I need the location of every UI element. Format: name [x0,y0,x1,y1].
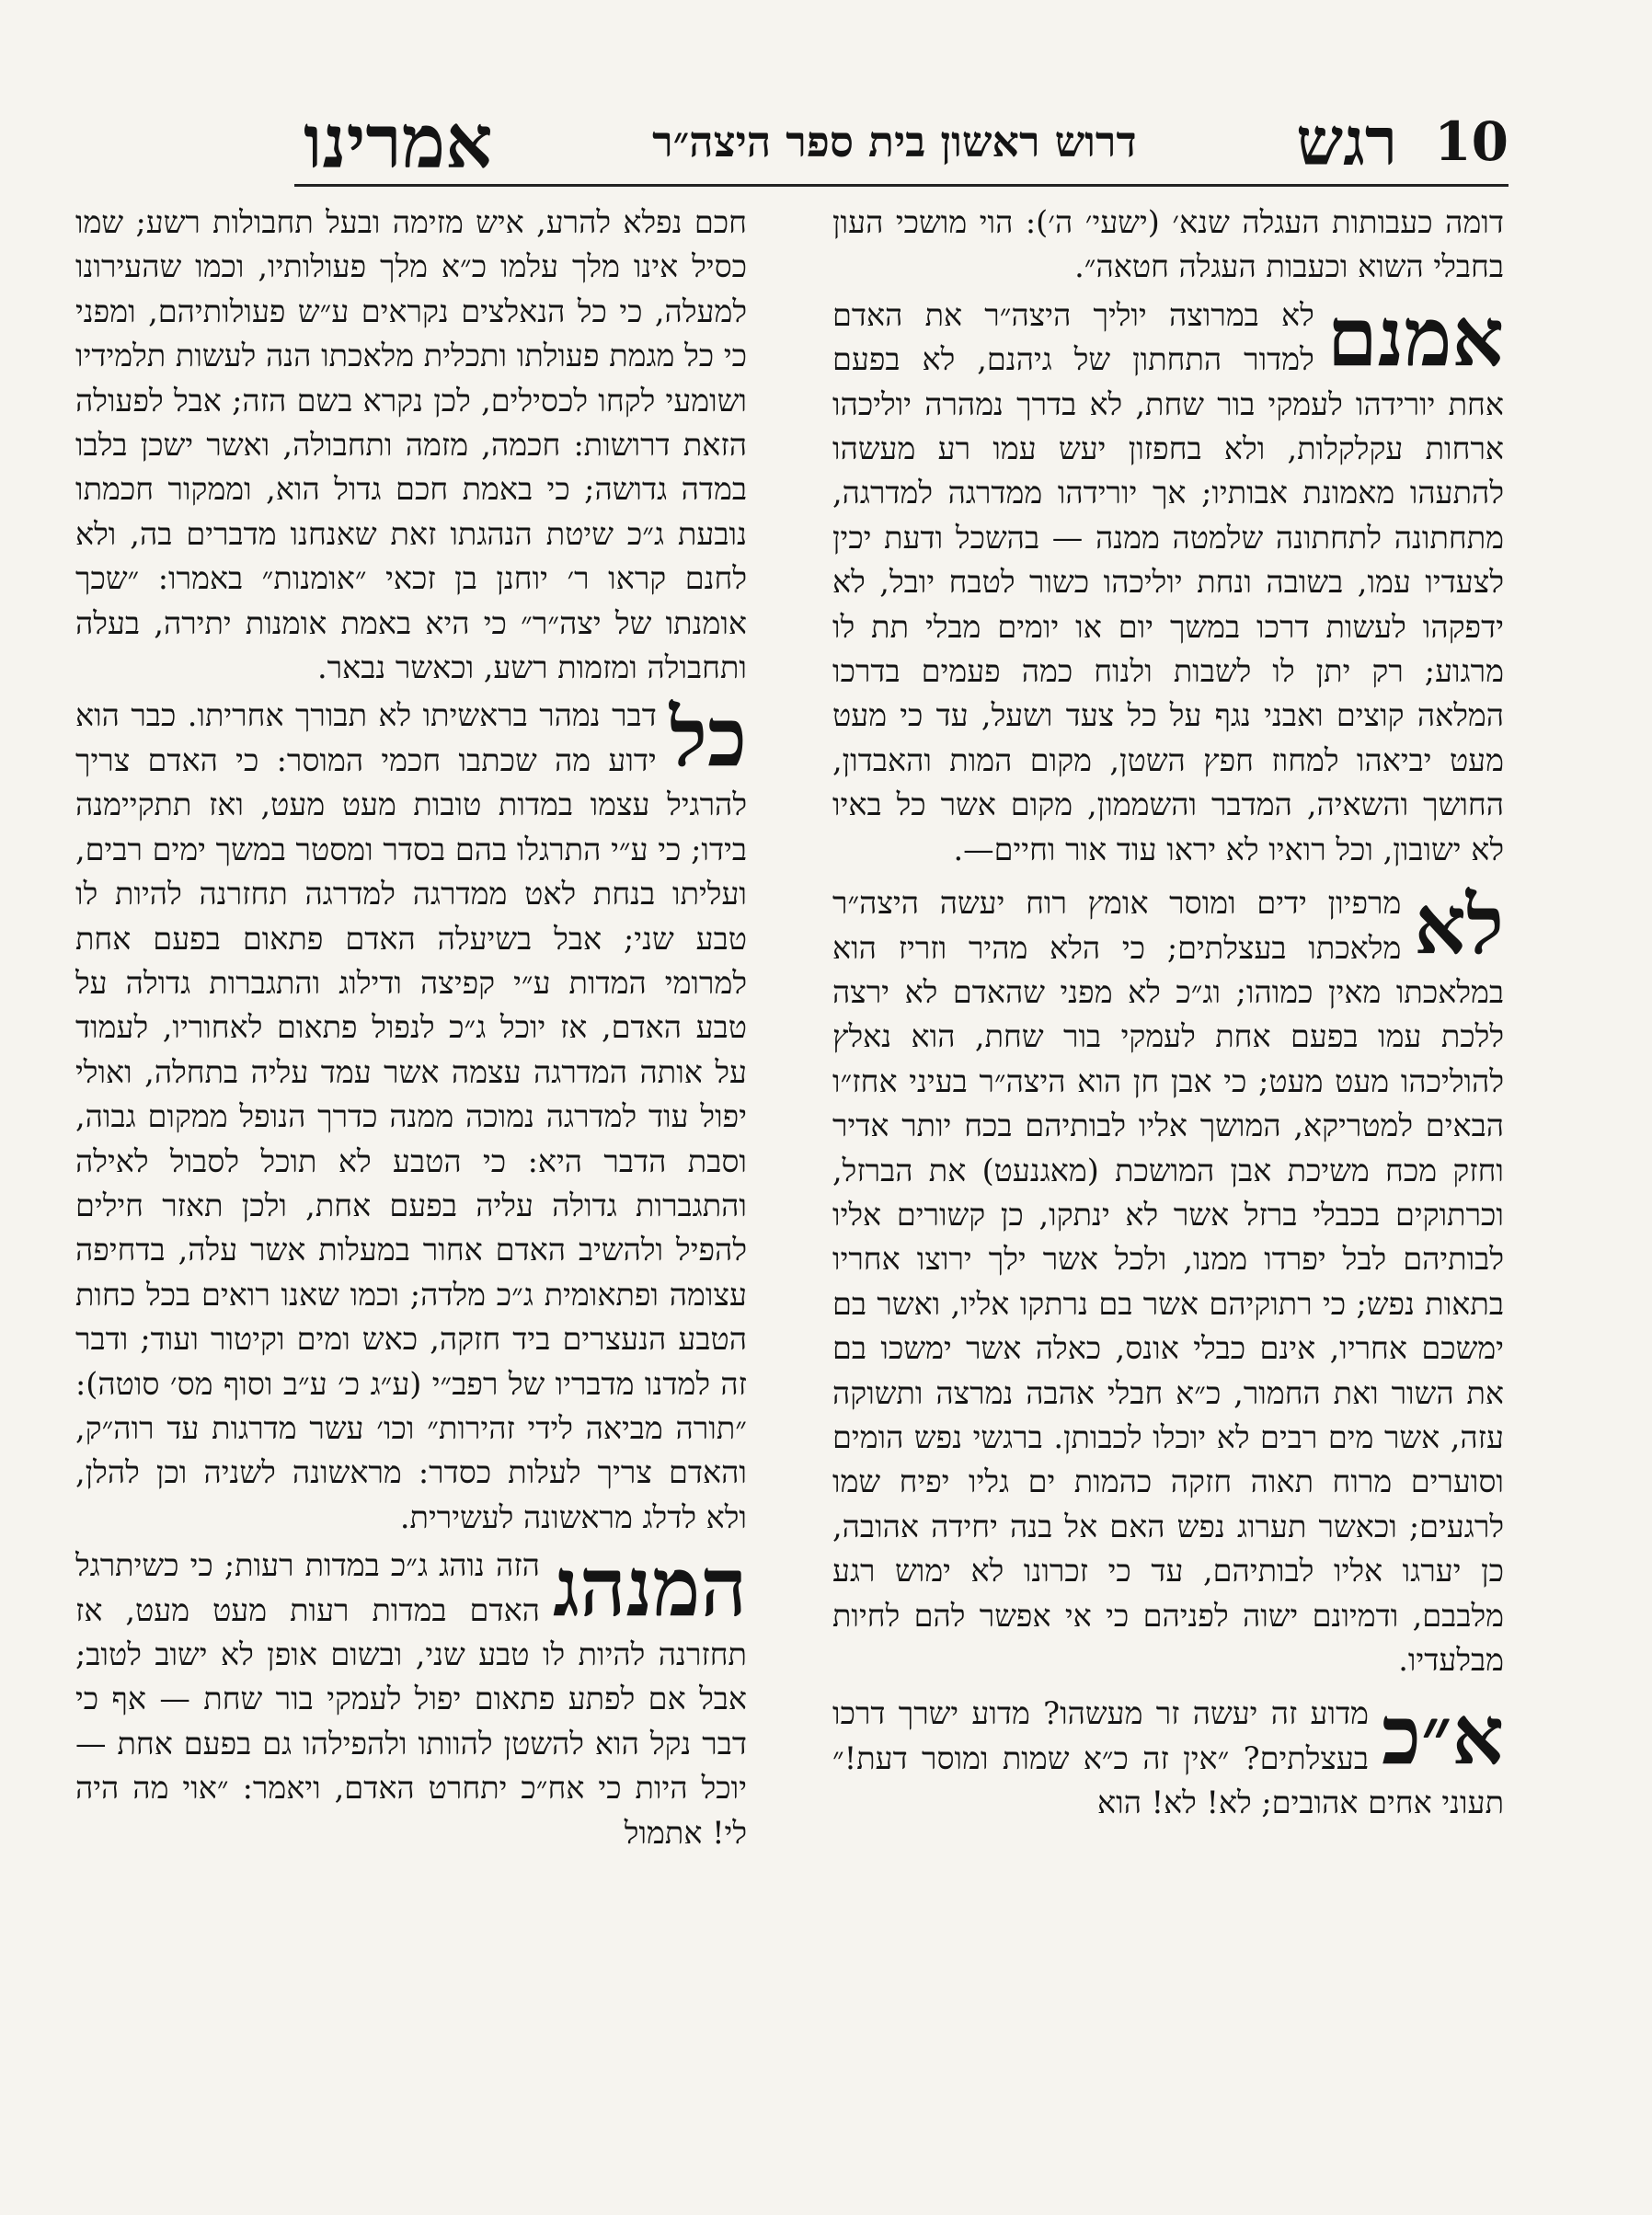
opening-word: כל [669,689,747,786]
paragraph [75,689,747,1540]
paragraph-text: לא במרוצה יוליך היצה״ר את האדם למדור התחתון של גיהנם, לא בפעם אחת יורידהו לעמקי בור שחת, לא בדרך נמהרה יוליכהו ארחות עקלקלות, ולא בחפזון יעש עמו רע מעשהו להתעהו מאמונת אבותיו; אך יורידהו ממדרגה למדרגה, מתחתונה לתחתונה שלמטה ממנה — בהשכל ודעת יכין לצעדיו עמו, בשובה ונחת יוליכהו כשור לטבח יובל, לא ידפקהו לעשות דרכו במשך יום או יומים מבלי תת לו מרגוע; רק יתן לו לשבות ולנוח כמה פעמים בדרכו המלאה קוצים ואבני נגף על כל צעד ושעל, עד כי מעט מעט יביאהו למחוז חפץ השטן, מקום המות והאבדון, החושך והשאיה, המדבר והשממון, מקום אשר כל באיו לא ישובון, וכל רואיו לא יראו עוד אור וחיים—. [832,296,1504,867]
paragraph-text: מרפיון ידים ומוסר אומץ רוח יעשה היצה״ר מלאכתו בעצלתים; כי הלא מהיר וזריז הוא במלאכתו מאין כמוהו; וג״כ לא מפני שהאדם לא ירצה ללכת עמו בפעם אחת לעמקי בור שחת, הוא נאלץ להוליכהו מעט מעט; כי אבן חן הוא היצה״ר בעיני אחז״ו הבאים למטריקא, המושך אליו לבותיהם בכח יותר אדיר וחזק מכח משיכת אבן המושכת (מאגנעט) את הברזל, וכרתוקים בכבלי ברזל אשר לא ינתקו, כן קשורים אליו לבותיהם לבל יפרדו ממנו, ולכל אשר ילך ירוצו אחריו בתאות נפש; כי רתוקיהם אשר בם נרתקו אליו, ואשר בם ימשכם אחריו, אינם כבלי אונס, כאלה אשר ימשכו בם את השור ואת החמור, כ״א חבלי אהבה נמרצה ותשוקה עזה, אשר מים רבים לא יוכלו לכבותן. ברגשי נפש הומים וסוערים מרוח תאוה חזקה כהמות ים גליו יפיח שמו לרגעים; וכאשר תערוג נפש האם אל בנה יחידה אהובה, כן יערגו אליו לבותיהם, עד כי זכרונו לא ימוש רגע מלבבם, ודמיונם ישוה לפניהם כי אי אפשר להם לחיות מבלעדיו. [832,885,1504,1678]
running-title: דרוש ראשון בית ספר היצה״ר [652,117,1137,166]
paragraph-text: דבר נמהר בראשיתו לא תבורך אחריתו. כבר הוא ידוע מה שכתבו חכמי המוסר: כי האדם צריך להרגיל עצמו במדות טובות מעט מעט, ואז תתקיימנה בידו; כי ע״י התרגלו בהם בסדר ומסטר במשך ימים רבים, ועליתו בנחת לאט ממדרגה למדרגה תחזרנה להיות לו טבע שני; אבל בשיעלה האדם פתאום בפעם אחת למרומי המדות ע״י קפיצה ודילוג והתגברות גדולה על טבע האדם, אז יוכל ג״כ לנפול פתאום לאחוריו, לעמוד על אותה המדרגה עצמה אשר עמד עליה בתחלה, ואולי יפול עוד למדרגה נמוכה ממנה כדרך הנופל ממקום גבוה, וסבת הדבר היא: כי הטבע לא תוכל לסבול לאילה והתגברות גדולה עליה בפעם אחת, ולכן תאזר חילים להפיל ולהשיב האדם אחור במעלות אשר עלה, בדחיפה עצומה ופתאומית ג״כ מלדה; וכמו שאנו רואים בכל כחות הטבע הנעצרים ביד חזקה, כאש ומים וקיטור ועוד; ודבר זה למדנו מדבריו של רפב״י (ע״ג כ׳ ע״ב וסוף מס׳ סוטה): ״תורה מביאה לידי זהירות״ וכו׳ עשר מדרגות עד רוה״ק, והאדם צריך לעלות כסדר: מראשונה לשניה וכן להלן, ולא לדלג מראשונה לעשירית. [75,697,747,1535]
paragraph [832,1687,1504,1825]
paragraph: דומה כעבותות העגלה שנא׳ (ישעי׳ ה׳): הוי מושכי העון בחבלי השוא וכעבות העגלה חטאה״. [832,204,1504,285]
right-column [832,201,1504,2178]
paragraph [75,1539,747,1855]
opening-word: לא [1414,877,1504,973]
paragraph [832,288,1504,872]
paragraph-text: הזה נוהג ג״כ במדות רעות; כי כשיתרגל האדם במדות רעות מעט מעט, אז תחזרנה להיות לו טבע שני, ובשום אופן לא ישוב לטוב; אבל אם לפתע פתאום יפול לעמקי בור שחת — אף כי דבר נקל הוא להשטן להוותו ולהפילהו גם בפעם אחת — יוכל היות כי אח״כ יתחרט האדם, ויאמר: ״אוי מה היה לי! אתמול [75,1547,747,1851]
opening-word: א״כ [1382,1687,1504,1784]
paragraph-text: מדוע זה יעשה זר מעשהו? מדוע ישרך דרכו בעצלתים? ״אין זה כ״א שמות ומוסר דעת!״ תעוני אחים אהובים; לא! לא! הוא [832,1695,1504,1821]
paragraph: חכם נפלא להרע, איש מזימה ובעל תחבולות רשע; שמו כסיל אינו מלך עלמו כ״א מלך פעולותיו, וכמו שהעירונו למעלה, כי כל הנאלצים נקראים ע״ש פעולותיהם, ומפני כי כל מגמת פעולתו ותכלית מלאכתו הנה לעשות תלמידיו ושומעי לקחו לכסילים, לכן נקרא בשם הזה; אבל לפעולה הזאת דרושות: חכמה, מזמה ותחבולה, ואשר ישכן בלבו במדה גדושה; כי באמת חכם גדול הוא, וממקור חכמתו נובעת ג״כ שיטת הנהגתו זאת שאנחנו מדברים בה, ולא לחנם קראו ר׳ יוחנן בן זכאי ״אומנות״ באמרו: ״שכך אומנתו של יצה״ר״ כי היא באמת אומנות יתירה, בעלה ותחבולה ומזמות רשע, וכאשר נבאר. [75,204,747,686]
page-header [294,99,1509,187]
opening-word: אמנם [1326,288,1504,384]
opening-word: המנהג [552,1539,747,1635]
page-number: 10 [1434,110,1509,173]
section-title: רגש [1296,102,1398,180]
left-column [75,201,747,2178]
paragraph [832,877,1504,1682]
book-title: אמרינו [304,98,493,185]
